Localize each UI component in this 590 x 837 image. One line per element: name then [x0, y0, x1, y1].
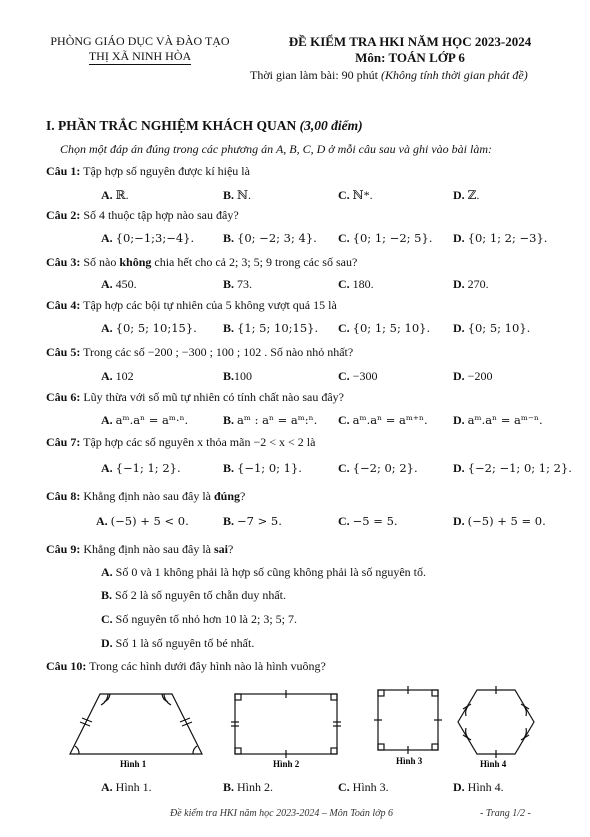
figure-4-hexagon [458, 686, 534, 758]
q3-option-b: B. 73. [223, 277, 253, 291]
q8-option-d: D. (−5) + 5 = 0. [453, 514, 546, 528]
q3-option-a: A. 450. [101, 277, 137, 291]
q6-option-d: D. aᵐ.aⁿ = aᵐ⁻ⁿ. [453, 413, 543, 427]
q8-option-b: B. −7 > 5. [223, 514, 282, 528]
question-7: Câu 7: Tập hợp các số nguyên x thỏa mãn −2 < x < 2 là [46, 435, 316, 449]
question-8: Câu 8: Khẳng định nào sau đây là đúng? [46, 489, 246, 503]
q2-option-b: B. {0; −2; 3; 4}. [223, 231, 317, 245]
q9-option-b: B. Số 2 là số nguyên tố chẵn duy nhất. [101, 588, 286, 602]
q1-option-d: D. ℤ. [453, 188, 480, 202]
figure-2-rectangle [231, 690, 341, 758]
q4-option-b: B. {1; 5; 10;15}. [223, 321, 319, 335]
figure-1-trapezoid [70, 694, 202, 754]
time-label: Thời gian làm bài: 90 phút [250, 68, 378, 82]
figure-1-label: Hình 1 [120, 759, 147, 769]
question-10: Câu 10: Trong các hình dưới đây hình nào là hình vuông? [46, 659, 326, 673]
exam-title: ĐỀ KIỂM TRA HKI NĂM HỌC 2023-2024 [288, 34, 532, 49]
figure-4-label: Hình 4 [480, 759, 507, 769]
q10-option-a: A. Hình 1. [101, 780, 152, 794]
q10-option-b: B. Hình 2. [223, 780, 274, 794]
question-4: Câu 4: Tập hợp các bội tự nhiên của 5 không vượt quá 15 là [46, 298, 337, 312]
page-footer: Đề kiểm tra HKI năm học 2023-2024 – Môn Toán lớp 6 [170, 808, 394, 819]
time-note: (Không tính thời gian phát đề) [381, 68, 528, 82]
section-title: I. PHẦN TRẮC NGHIỆM KHÁCH QUAN (3,00 điểm) [46, 118, 363, 133]
q2-option-d: D. {0; 1; 2; −3}. [453, 231, 548, 245]
q3-option-c: C. 180. [338, 277, 374, 291]
q7-option-a: A. {−1; 1; 2}. [101, 461, 181, 475]
question-5: Câu 5: Trong các số −200 ; −300 ; 100 ; 102 . Số nào nhỏ nhất? [46, 345, 354, 359]
page-number: - Trang 1/2 - [480, 808, 531, 819]
q8-option-a: A. (−5) + 5 < 0. [96, 514, 189, 528]
q6-option-c: C. aᵐ.aⁿ = aᵐ⁺ⁿ. [338, 413, 428, 427]
q9-option-a: A. Số 0 và 1 không phải là hợp số cũng không phải là số nguyên tố. [101, 565, 426, 579]
question-9: Câu 9: Khẳng định nào sau đây là sai? [46, 542, 234, 556]
q6-option-a: A. aᵐ.aⁿ = aᵐ·ⁿ. [101, 413, 189, 427]
department-line-2: THỊ XÃ NINH HÒA [88, 49, 192, 63]
q4-option-a: A. {0; 5; 10;15}. [101, 321, 197, 335]
department-line-1: PHÒNG GIÁO DỤC VÀ ĐÀO TẠO [50, 34, 230, 48]
q10-option-c: C. Hình 3. [338, 780, 389, 794]
q5-option-d: D. −200 [453, 369, 493, 383]
exam-header [245, 34, 575, 66]
q7-option-b: B. {−1; 0; 1}. [223, 461, 302, 475]
q1-option-c: C. ℕ*. [338, 188, 373, 202]
figure-3-square [374, 686, 442, 754]
q2-option-a: A. {0;−1;3;−4}. [101, 231, 195, 245]
q5-option-a: A. 102 [101, 369, 134, 383]
exam-time [250, 68, 528, 83]
q9-option-c: C. Số nguyên tố nhỏ hơn 10 là 2; 3; 5; 7. [101, 612, 298, 626]
figure-3-label: Hình 3 [396, 756, 423, 766]
q8-option-c: C. −5 = 5. [338, 514, 398, 528]
figure-2-label: Hình 2 [273, 759, 300, 769]
question-2: Câu 2: Số 4 thuộc tập hợp nào sau đây? [46, 208, 239, 222]
q3-option-d: D. 270. [453, 277, 489, 291]
q7-option-c: C. {−2; 0; 2}. [338, 461, 418, 475]
question-6: Câu 6: Lũy thừa với số mũ tự nhiên có tính chất nào sau đây? [46, 390, 344, 404]
q5-option-c: C. −300 [338, 369, 378, 383]
q4-option-d: D. {0; 5; 10}. [453, 321, 531, 335]
department-header [30, 34, 250, 65]
shape-figures [60, 682, 550, 772]
q5-option-b: B.100 [223, 369, 253, 383]
q1-option-b: B. ℕ. [223, 188, 251, 202]
q7-option-d: D. {−2; −1; 0; 1; 2}. [453, 461, 572, 475]
q2-option-c: C. {0; 1; −2; 5}. [338, 231, 433, 245]
section-points: (3,00 điểm) [299, 118, 363, 133]
q6-option-b: B. aᵐ : aⁿ = aᵐ:ⁿ. [223, 413, 318, 427]
q10-option-d: D. Hình 4. [453, 780, 504, 794]
question-3: Câu 3: Số nào không chia hết cho cả 2; 3; 5; 9 trong các số sau? [46, 255, 358, 269]
q4-option-c: C. {0; 1; 5; 10}. [338, 321, 431, 335]
q9-option-d: D. Số 1 là số nguyên tố bé nhất. [101, 636, 255, 650]
exam-subject: Môn: TOÁN LỚP 6 [355, 50, 465, 65]
section-instruction: Chọn một đáp án đúng trong các phương án A, B, C, D ở mỗi câu sau và ghi vào bài làm: [60, 142, 492, 156]
question-1: Câu 1: Tập hợp số nguyên được kí hiệu là [46, 164, 250, 178]
q1-option-a: A. ℝ. [101, 188, 129, 202]
